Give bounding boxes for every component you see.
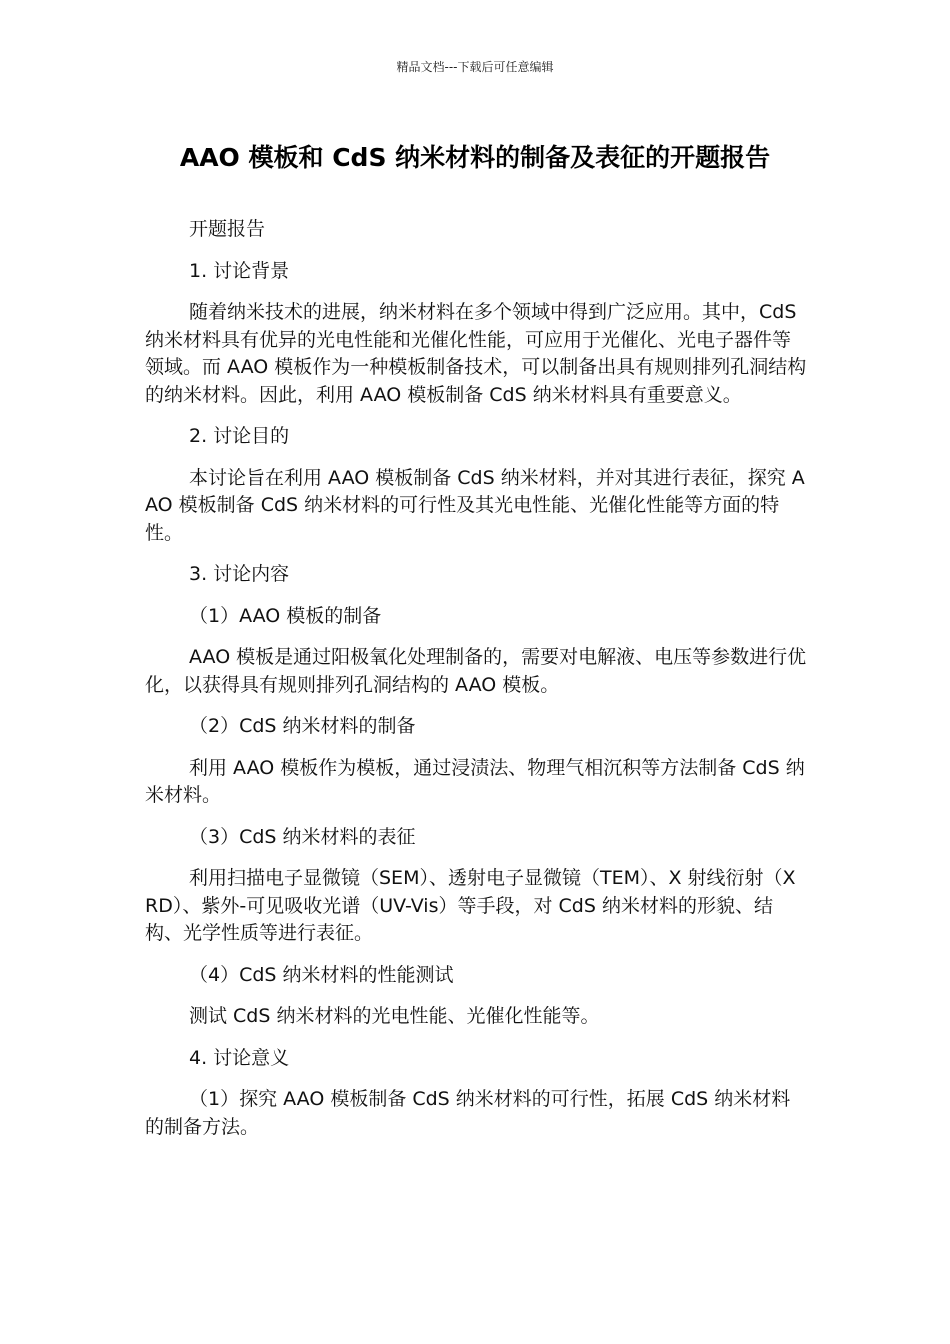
paragraph-significance-1: （1）探究 AAO 模板制备 CdS 纳米材料的可行性，拓展 CdS 纳米材料的制备方法。 [145,1088,791,1138]
subheading-cds-performance: （4）CdS 纳米材料的性能测试 [189,963,454,986]
header-note: 精品文档---下载后可任意编辑 [396,60,554,74]
document-body [145,216,807,1155]
paragraph-cds-characterization: 利用扫描电子显微镜（SEM）、透射电子显微镜（TEM）、X 射线衍射（XRD）、紫外-可见吸收光谱（UV-Vis）等手段，对 CdS 纳米材料的形貌、结构、光学性质等进行表征。 [145,867,796,944]
paragraph-purpose: 本讨论旨在利用 AAO 模板制备 CdS 纳米材料，并对其进行表征，探究 AAO 模板制备 CdS 纳米材料的可行性及其光电性能、光催化性能等方面的特性。 [145,466,805,544]
heading-significance: 4. 讨论意义 [189,1046,290,1069]
paragraph-cds-prep: 利用 AAO 模板作为模板，通过浸渍法、物理气相沉积等方法制备 CdS 纳米材料。 [145,756,805,806]
section-label-report: 开题报告 [189,218,266,240]
subheading-aao-prep: （1）AAO 模板的制备 [189,604,382,627]
subheading-cds-characterization: （3）CdS 纳米材料的表征 [189,825,416,848]
paragraph-aao-prep: AAO 模板是通过阳极氧化处理制备的，需要对电解液、电压等参数进行优化，以获得具有规则排列孔洞结构的 AAO 模板。 [145,646,807,696]
heading-content: 3. 讨论内容 [189,563,290,585]
subheading-cds-prep: （2）CdS 纳米材料的制备 [189,715,416,737]
document-title: AAO 模板和 CdS 纳米材料的制备及表征的开题报告 [179,143,771,172]
paragraph-cds-performance: 测试 CdS 纳米材料的光电性能、光催化性能等。 [189,1005,600,1027]
heading-purpose: 2. 讨论目的 [189,425,290,447]
heading-background: 1. 讨论背景 [189,259,290,282]
paragraph-background: 随着纳米技术的进展，纳米材料在多个领域中得到广泛应用。其中，CdS 纳米材料具有优异的光电性能和光催化性能，可应用于光催化、光电子器件等领域。而 AAO 模板作为一种模板制备技术，可以制备出具有规则排列孔洞结构的纳米材料。因此，利用 AAO 模板制备 CdS 纳米材料具有重要意义。 [145,301,807,406]
